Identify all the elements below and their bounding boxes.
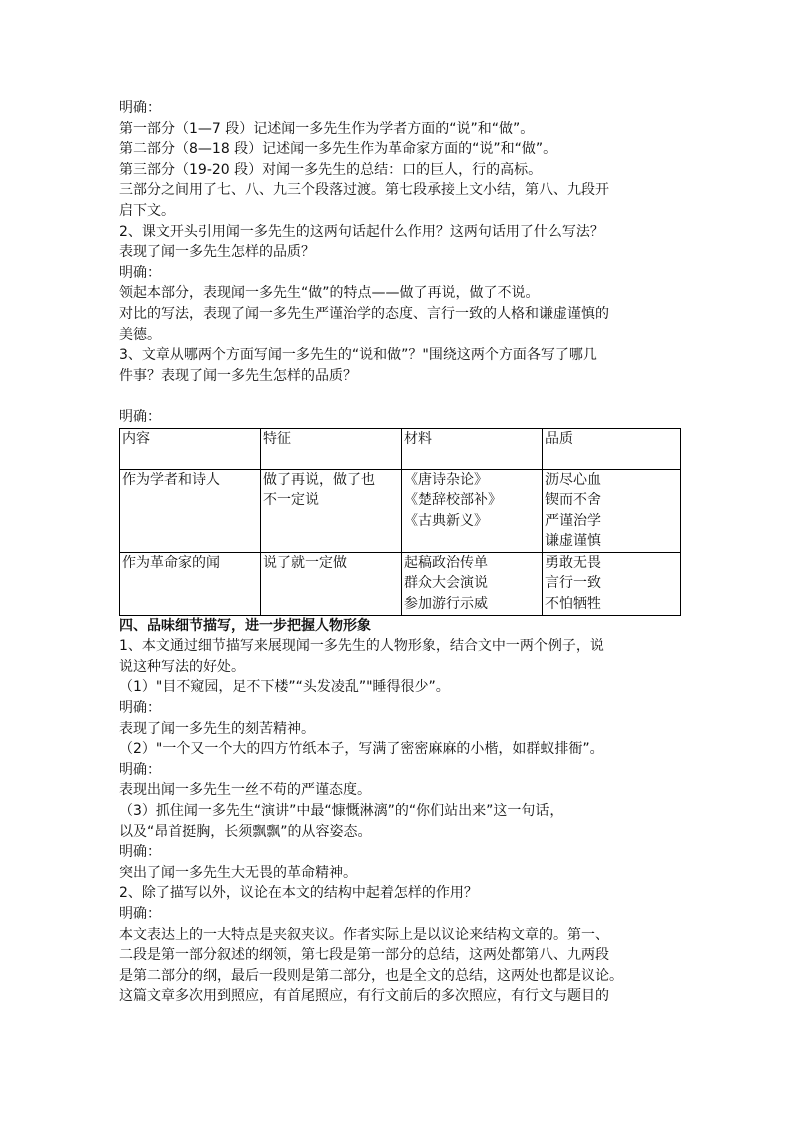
text-line: 三部分之间用了七、八、九三个段落过渡。第七段承接上文小结，第八、九段开 [119, 182, 609, 199]
text-line: 明确： [119, 264, 161, 281]
cell-materials [402, 469, 543, 552]
text-line: 第三部分（19-20 段）对闻一多先生的总结：口的巨人，行的高标。 [119, 161, 543, 178]
cell-text: 严谨治学 [545, 512, 601, 529]
cell-text: 做了再说，做了也 [263, 471, 375, 488]
paragraph-block-details [119, 636, 679, 1007]
text-line: 以及“昂首挺胸，长须飘飘”的从容姿态。 [119, 823, 372, 840]
text-line: （3）抓住闻一多先生“演讲”中最“慷慨淋漓”的“你们站出来”这一句话， [119, 803, 564, 819]
text-line: 第二部分（8—18 段）记述闻一多先生作为革命家方面的“说”和“做”。 [119, 141, 558, 158]
cell-text: 沥尽心血 [545, 471, 601, 488]
cell-materials [402, 552, 543, 615]
table-row [120, 469, 681, 552]
text-line: （1）"目不窥园，足不下楼”“头发凌乱”"睡得很少”。 [119, 679, 450, 696]
cell-text: 《古典新义》 [404, 512, 488, 529]
table-intro-label: 明确： [119, 408, 161, 425]
header-cell-qualities: 品质 [543, 428, 681, 469]
cell-text: 起稿政治传单 [404, 554, 488, 571]
text-line: （2）"一个又一个大的四方竹纸本子，写满了密密麻麻的小楷，如群蚁排衙”。 [119, 741, 604, 758]
cell-text: 言行一致 [545, 575, 601, 592]
text-line: 件事？表现了闻一多先生怎样的品质？ [119, 367, 357, 384]
cell-feature [261, 469, 402, 552]
cell-text: 不一定说 [263, 492, 319, 509]
text-line: 表现了闻一多先生怎样的品质？ [119, 244, 315, 261]
table-row [120, 552, 681, 615]
cell-text: 《楚辞校部补》 [404, 492, 502, 509]
cell-text: 勇敢无畏 [545, 554, 601, 571]
cell-qualities [543, 552, 681, 615]
text-line: 美德。 [119, 326, 161, 343]
text-line: 是第二部分的纲，最后一段则是第二部分，也是全文的总结，这两处也都是议论。 [119, 967, 623, 984]
text-line: 2、课文开头引用闻一多先生的这两句话起什么作用？这两句话用了什么写法？ [119, 223, 604, 240]
text-line: 2、除了描写以外，议论在本文的结构中起着怎样的作用？ [119, 885, 478, 902]
text-line: 突出了闻一多先生大无畏的革命精神。 [119, 864, 357, 881]
text-line: 这篇文章多次用到照应，有首尾照应，有行文前后的多次照应，有行文与题目的 [119, 988, 609, 1005]
text-line: 启下文。 [119, 202, 175, 219]
cell-text: 不怕牺牲 [545, 596, 601, 613]
text-line: 说这种写法的好处。 [119, 658, 245, 675]
cell-text: 《唐诗杂论》 [404, 471, 488, 488]
cell-content: 作为学者和诗人 [120, 469, 261, 552]
text-line: 明确： [119, 700, 161, 717]
paragraph-block-structure [119, 98, 679, 386]
cell-content: 作为革命家的闻 [120, 552, 261, 615]
header-cell-materials: 材料 [402, 428, 543, 469]
cell-qualities [543, 469, 681, 552]
blank-line [119, 386, 679, 407]
text-line: 表现了闻一多先生的刻苦精神。 [119, 720, 315, 737]
cell-text: 群众大会演说 [404, 575, 488, 592]
text-line: 本文表达上的一大特点是夹叙夹议。作者实际上是以议论来结构文章的。第一、 [119, 926, 609, 943]
cell-text: 锲而不舍 [545, 492, 601, 509]
text-line: 对比的写法，表现了闻一多先生严谨治学的态度、言行一致的人格和谦虚谨慎的 [119, 305, 609, 322]
text-line: 明确： [119, 761, 161, 778]
text-line: 1、本文通过细节描写来展现闻一多先生的人物形象，结合文中一两个例子，说 [119, 638, 604, 655]
text-line: 3、文章从哪两个方面写闻一多先生的“说和做”？"围绕这两个方面各写了哪几 [119, 347, 597, 364]
header-cell-feature: 特征 [261, 428, 402, 469]
text-line: 二段是第一部分叙述的纲领，第七段是第一部分的总结，这两处都第八、九两段 [119, 947, 609, 964]
cell-feature [261, 552, 402, 615]
text-line: 明确： [119, 100, 161, 116]
table-header-row [120, 428, 681, 469]
text-line: 表现出闻一多先生一丝不苟的严谨态度。 [119, 782, 371, 799]
cell-text: 说了就一定做 [263, 554, 347, 571]
text-line: 第一部分（1—7 段）记述闻一多先生作为学者方面的“说”和“做”。 [119, 120, 535, 137]
summary-table [119, 428, 681, 616]
cell-text: 参加游行示威 [404, 596, 488, 613]
section-heading: 四、品味细节描写，进一步把握人物形象 [119, 617, 371, 634]
text-line: 领起本部分，表现闻一多先生“做”的特点——做了再说，做了不说。 [119, 285, 540, 302]
text-line: 明确： [119, 905, 161, 922]
header-cell-content: 内容 [120, 428, 261, 469]
cell-text: 谦虚谨慎 [545, 533, 601, 550]
text-line: 明确： [119, 844, 161, 861]
document-body [119, 98, 679, 1007]
